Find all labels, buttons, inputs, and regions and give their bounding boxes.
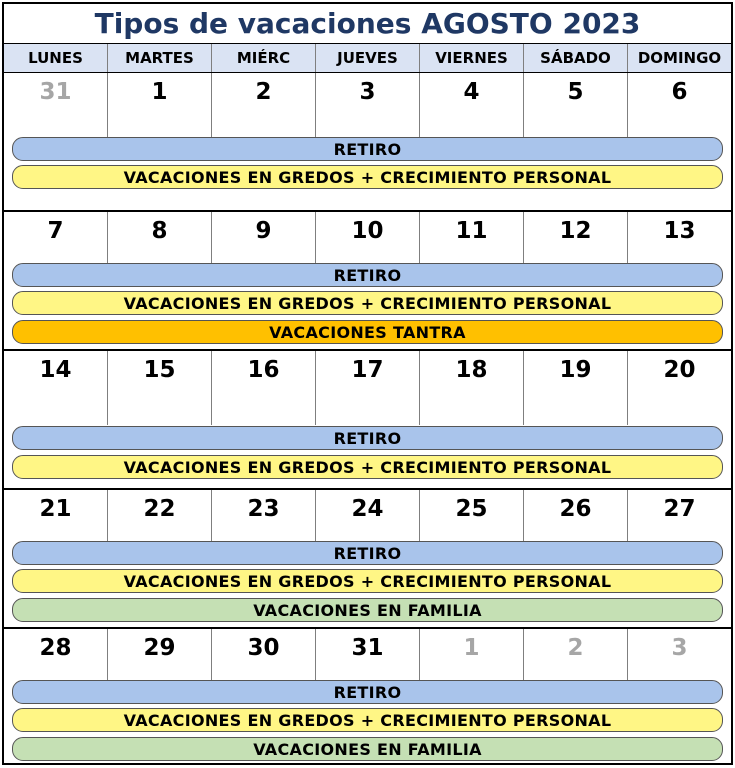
day-cell: 7 [4, 212, 108, 286]
day-cell: 2 [524, 629, 628, 703]
day-cell: 31 [4, 73, 108, 147]
weekday-thursday: JUEVES [316, 44, 420, 72]
day-cell: 1 [108, 73, 212, 147]
week-row [4, 351, 731, 490]
day-cell: 26 [524, 490, 628, 564]
week-row [4, 629, 731, 768]
day-cell: 30 [212, 629, 316, 703]
day-cell: 31 [316, 629, 420, 703]
day-cell: 13 [663, 218, 696, 244]
week-row [4, 490, 731, 629]
day-cell: 1 [420, 629, 524, 703]
weekday-saturday: SÁBADO [524, 44, 628, 72]
event-bar: VACACIONES EN GREDOS + CRECIMIENTO PERSONAL [12, 455, 723, 479]
week-days [4, 351, 731, 425]
day-cell: 5 [524, 73, 628, 147]
day-cell: 15 [108, 351, 212, 425]
day-cell: 18 [420, 351, 524, 425]
weekday-sunday: DOMINGO [637, 49, 722, 67]
day-cell: 3 [316, 73, 420, 147]
day-cell: 11 [420, 212, 524, 286]
event-bar: VACACIONES EN FAMILIA [12, 737, 723, 761]
day-cell: 17 [316, 351, 420, 425]
event-bar: VACACIONES EN GREDOS + CRECIMIENTO PERSONAL [12, 291, 723, 315]
day-cell: 25 [420, 490, 524, 564]
day-cell: 22 [108, 490, 212, 564]
day-cell: 19 [524, 351, 628, 425]
day-cell: 16 [212, 351, 316, 425]
event-bar: VACACIONES EN GREDOS + CRECIMIENTO PERSONAL [12, 165, 723, 189]
event-bar: RETIRO [12, 137, 723, 161]
week-row [4, 73, 731, 212]
weekday-header [4, 44, 731, 73]
day-cell: 20 [663, 357, 696, 383]
calendar-title: Tipos de vacaciones AGOSTO 2023 [4, 4, 731, 44]
event-bar: RETIRO [12, 263, 723, 287]
day-cell: 10 [316, 212, 420, 286]
weekday-tuesday: MARTES [108, 44, 212, 72]
day-cell: 4 [420, 73, 524, 147]
day-cell: 29 [108, 629, 212, 703]
weekday-wednesday: MIÉRC [212, 44, 316, 72]
event-bar: RETIRO [12, 426, 723, 450]
weekday-monday: LUNES [4, 44, 108, 72]
day-cell: 21 [4, 490, 108, 564]
day-cell: 28 [4, 629, 108, 703]
event-bar: VACACIONES EN FAMILIA [12, 598, 723, 622]
day-cell: 2 [212, 73, 316, 147]
week-row [4, 212, 731, 351]
day-cell: 12 [524, 212, 628, 286]
weeks-grid [4, 73, 731, 768]
day-cell: 8 [108, 212, 212, 286]
calendar [2, 2, 733, 765]
day-cell: 27 [663, 496, 696, 522]
event-bar: RETIRO [12, 541, 723, 565]
event-bar: VACACIONES EN GREDOS + CRECIMIENTO PERSONAL [12, 569, 723, 593]
day-cell: 6 [671, 79, 688, 105]
week-days [4, 73, 731, 147]
day-cell: 23 [212, 490, 316, 564]
weekday-friday: VIERNES [420, 44, 524, 72]
event-bar: VACACIONES EN GREDOS + CRECIMIENTO PERSONAL [12, 708, 723, 732]
day-cell: 9 [212, 212, 316, 286]
day-cell: 14 [4, 351, 108, 425]
event-bar: VACACIONES TANTRA [12, 320, 723, 344]
day-cell: 3 [671, 635, 688, 661]
event-bar: RETIRO [12, 680, 723, 704]
day-cell: 24 [316, 490, 420, 564]
